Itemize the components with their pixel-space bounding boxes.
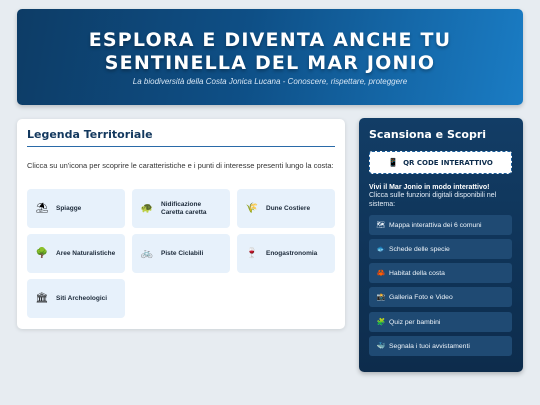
menu-item-habitat[interactable]	[369, 263, 512, 283]
camera-icon: 📸	[376, 294, 386, 301]
sidebar-heading: Vivi il Mar Jonio in modo interattivo!	[369, 184, 490, 191]
legend-item-label: Dune Costiere	[266, 204, 311, 212]
legend-divider	[27, 146, 335, 147]
legend-title: Legenda Territoriale	[27, 128, 153, 141]
wine-glass-icon: 🍷	[245, 248, 259, 259]
hero-title-line-1: ESPLORA E DIVENTA ANCHE TU	[88, 29, 452, 51]
menu-item-quiz[interactable]	[369, 312, 512, 332]
bicycle-icon: 🚲	[140, 248, 154, 259]
menu-item-specie[interactable]	[369, 239, 512, 259]
hero-title-line-2: SENTINELLA DEL MAR JONIO	[104, 52, 436, 74]
legend-item-aree-naturalistiche[interactable]	[27, 234, 125, 273]
legend-item-enogastronomia[interactable]	[237, 234, 335, 273]
legend-item-piste-ciclabili[interactable]	[132, 234, 230, 273]
fish-icon: 🐟	[376, 246, 386, 253]
legend-item-label: Nidificazione Caretta caretta	[161, 200, 207, 216]
crab-icon: 🦀	[376, 270, 386, 277]
legend-item-spiagge[interactable]	[27, 189, 125, 228]
menu-item-label: Mappa interattiva dei 6 comuni	[389, 221, 482, 229]
qr-code-button-label: QR CODE INTERATTIVO	[403, 158, 493, 167]
whale-icon: 🐳	[376, 343, 386, 350]
puzzle-icon: 🧩	[376, 319, 386, 326]
legend-item-label: Spiagge	[56, 204, 82, 212]
map-icon: 🗺	[376, 222, 386, 229]
menu-item-label: Segnala i tuoi avvistamenti	[389, 342, 470, 350]
hero-title	[17, 29, 523, 75]
legend-item-dune[interactable]	[237, 189, 335, 228]
legend-item-label: Aree Naturalistiche	[56, 249, 116, 257]
hero-subtitle: La biodiversità della Costa Jonica Lucana - Conoscere, rispettare, proteggere	[132, 77, 408, 86]
dune-grass-icon: 🌾	[245, 203, 259, 214]
classical-building-icon: 🏛	[35, 293, 49, 304]
legend-item-label: Enogastronomia	[266, 249, 318, 257]
legend-item-label: Piste Ciclabili	[161, 249, 204, 257]
sidebar-title: Scansiona e Scopri	[369, 128, 487, 141]
menu-item-mappa[interactable]	[369, 215, 512, 235]
sidebar-description: Clicca sulle funzioni digitali disponibili nel sistema:	[369, 192, 497, 208]
tree-icon: 🌳	[35, 248, 49, 259]
mobile-phone-icon: 📱	[388, 158, 399, 167]
menu-item-label: Quiz per bambini	[389, 318, 441, 326]
menu-item-label: Habitat della costa	[389, 269, 445, 277]
menu-item-label: Schede delle specie	[389, 245, 450, 253]
legend-item-caretta[interactable]	[132, 189, 230, 228]
hero-banner	[17, 9, 523, 105]
menu-item-segnala[interactable]	[369, 336, 512, 356]
turtle-icon: 🐢	[140, 203, 154, 214]
legend-instructions: Clicca su un'icona per scoprire le caratteristiche e i punti di interesse presenti lungo la costa:	[27, 161, 334, 170]
menu-item-label: Galleria Foto e Video	[389, 293, 453, 301]
scan-sidebar	[359, 118, 523, 372]
qr-code-button[interactable]	[369, 151, 512, 174]
legend-panel	[17, 119, 345, 329]
beach-umbrella-icon: ⛱	[35, 203, 49, 214]
legend-item-siti-archeologici[interactable]	[27, 279, 125, 318]
legend-item-label: Siti Archeologici	[56, 294, 108, 302]
menu-item-galleria[interactable]	[369, 287, 512, 307]
